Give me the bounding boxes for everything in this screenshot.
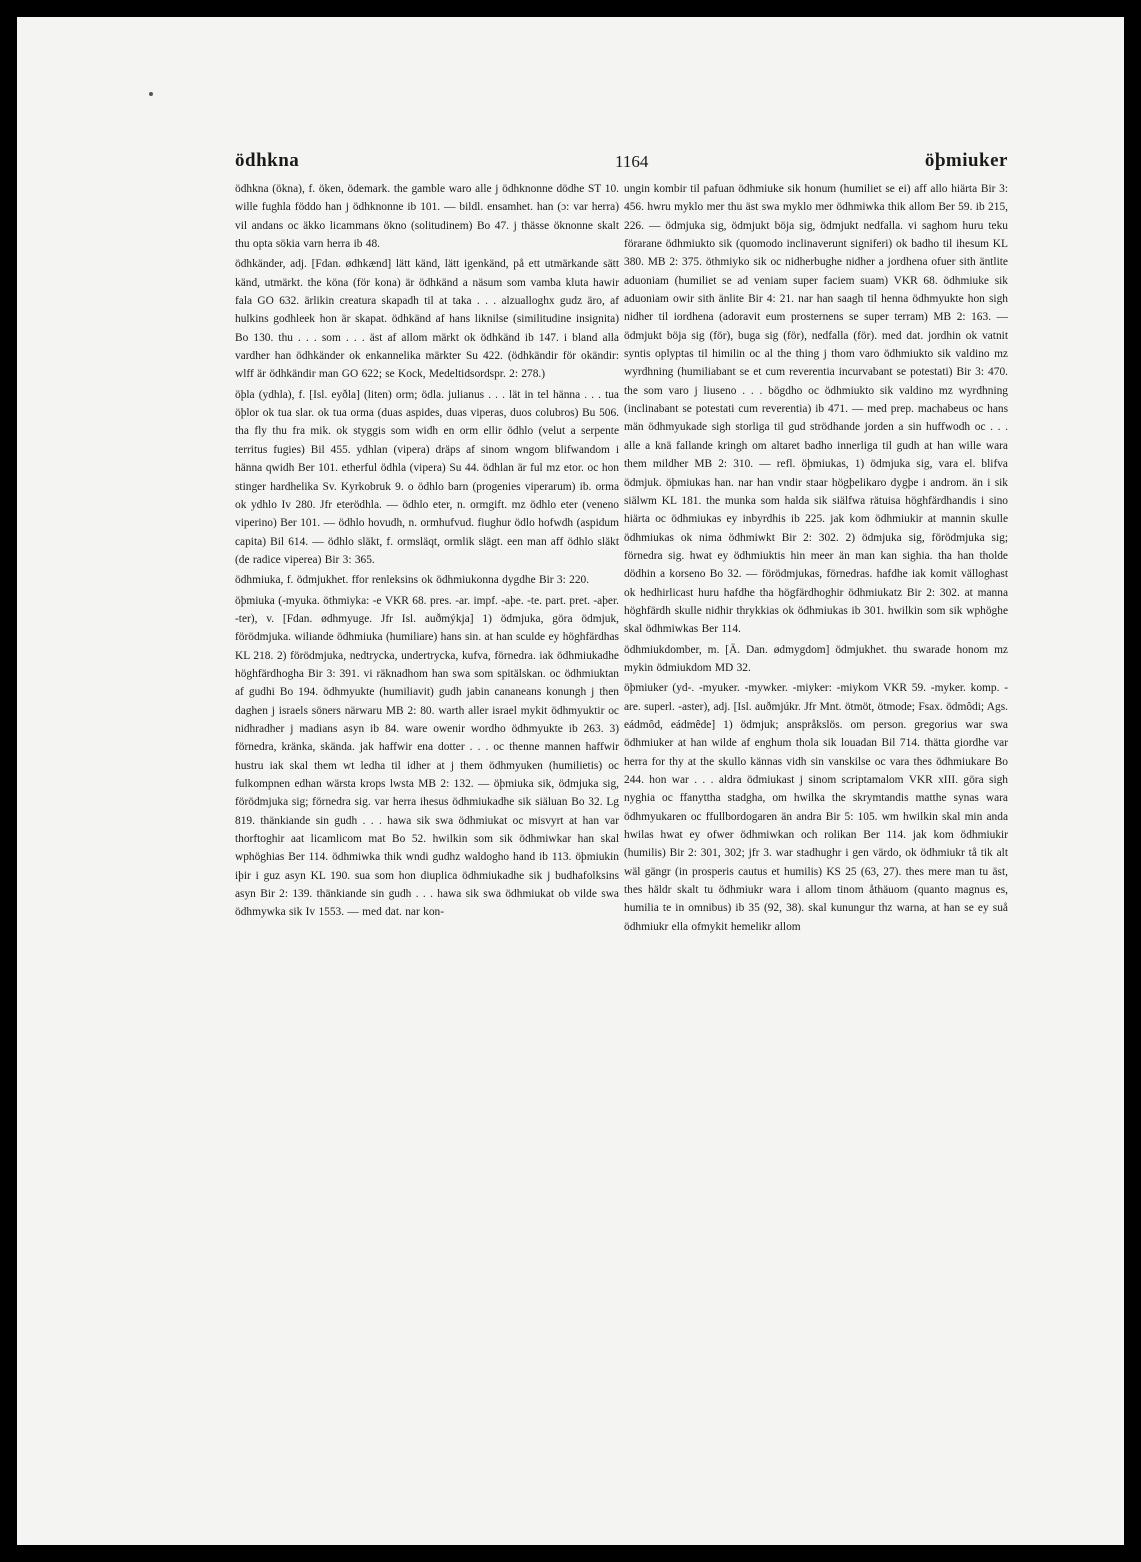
speck — [149, 92, 153, 96]
entry-odhkna: ödhkna (ökna), f. öken, ödemark. the gamble waro alle j ödhknonne dödhe ST 10. wille fughla föddo han j ödhknonne ib 101. — bildl. ensamhet. han (ɔ: var herra) vil andans oc äkko licammans ökno (solitudinem) Bo 47. j thässe öknonne skalt thu opta sökia varn herra ib 48. — [235, 183, 619, 251]
entry-othmiuka-continued: ungin kombir til pafuan ödhmiuke sik honum (humiliet se ei) aff allo hiärta Bir 3: 456. hwru myklo mer thu äst swa myklo mer ödhmiwka thik allom Ber 59. ib 215, 226. — ödmjuka sig, ödmjukt böja sig, ödmjukt nedfalla. vi saghom huru teku förarane ödhmiukto sik (quomodo inclinaverunt signiferi) ok badho til ihesum KL 380. MB 2: 375. öthmiyko sik oc nidherbughe nidher a jordhena ofuer sith äntlite aduoniam (humiliet se ad veniam super faciem suam) VKR 68. ödhmiuke sik aduoniam owir sith änlite Bir 4: 21. nar han saagh til henna ödhmyukte hon sigh nidher til iordhena (adoravit eum prosternens se super terram) MB 2: 163. — ödmjukt böja sig (för), buga sig (för), nedfalla (för). med dat. jordhin ok vatnit syntis oplyptas til himilin oc al the thing j thom varo ödhmiukto sik valdino mz wyrdhning (humiliabant se et cum reverentia incurvabant se potestati) Bir 3: 470. the som varo j liuseno . . . bögdho oc ödhmiukto sik valdino mz wyrdhning (inclinabant se potestati cum reverentia) ib 471. — med prep. machabeus oc hans män ödhmyukade sigh storliga til gud strödhande jorden a sin huffwodh oc . . . alle a knä fallande kringh om altaret badho innerliga til gudh at han wille wara them mildher MB 2: 310. — refl. öþmiukas, 1) ödmjuka sig, vara el. blifva ödmjuk. öþmiukas han. nar han vndir staar högþelikaro dygþe i androm. än i sik siälwm KL 181. the munka som halda sik siälfwa rätuisa höghfärdhandis i sino hiärta oc ödhmiukas ey inbyrdhis ib 225. jak kom ödhmiukir at mannin skulle ödhmiukas ok nima ödhmiwkt Bir 2: 302. 2) ödmjuka sig, förödmjuka sig; förnedra sig. hwat ey ödhmiuktis hin meer än man kan sighia. tha han tholde dödhin a korseno Bo 32. — förödmjukas, förnedras. hafdhe iak komit välloghast ok hedhirlicast huru hafdhe tha högfärdhoghir ödhmiukatz Bir 2: 302. at manna höghfärdh skulle nidhir thrykkias ok ödhmiukas ib 301. hwilkin som sik wphöghe skal ödhmiwkas Ber 114. — [624, 183, 1008, 636]
entry-othmiuker: öþmiuker (yd-. -myuker. -mywker. -miyker: -miykom VKR 59. -myker. komp. -are. superl. -aster), adj. [Isl. auðmjúkr. Jfr Mnt. ötmöt, ötmode; Fsax. ödmôdi; Ags. eádmôd, eádmêde] 1) ödmjuk; anspråkslös. om person. gregorius war swa ödhmiuker at han wilde af enghum thola sik louadan Bil 714. thätta giordhe var herra for thy at the skullo kännas vidh sin vanskilse oc vara thes ödhmiukare Bo 244. hon war . . . aldra ödmiukast j sinom scriptamalom VKR xIII. göra sigh nyghia oc ffanyttha stadgha, om hwilka the skrymtandis matthe synas wara ödhmyukaren oc ffullbordogaren än andra Bir 5: 105. wm hwilkin skal min anda hwilas hwat ey ofwer ödhmiwkan och rolikan Ber 114. jak kom ödhmiukir (humilis) Bir 2: 301, 302; jfr 3. war stadhughr i gen värdo, ok ödhmiukr tå tik alt wäl gängr (in prosperis cautus et humilis) KS 25 (63, 27). thes mere man tu äst, thes häldr skalt tu ödhmiukr wara i allom tinom åthäuom (quanto magnus es, humilia te in omnibus) ib 35 (92, 38). skal kunungur thz warna, at han se ey suå ödhmiukr ella ofmykit hemelikr allom — [624, 682, 1008, 933]
entry-othmiuka-verb: öþmiuka (-myuka. öthmiyka: -e VKR 68. pres. -ar. impf. -aþe. -te. part. pret. -aþer. -ter), v. [Fdan. ødhmyuge. Jfr Isl. auðmýkja] 1) ödmjuka, göra ödmjuk, förödmjuka. wiliande ödhmiuka (humiliare) hans sin. at han sculde ey höghfärdhas KL 218. 2) förödmjuka, nedtrycka, undertrycka, kufva, förnedra. iak ödhmiukadhe höghfärdhogha Bir 3: 391. vi räknadhom han swa som spitälskan. oc ödhmiuktan af gudhi Bo 194. ödhmyukte (humiliavit) gudh jabin cananeans konungh j then daghen j israels söners närwaru MB 2: 80. warth aller israel mykit ödhmyuktir oc nidhradher j madians asyn ib 84. ware owenir wordho ödhmyukte ib 263. 3) förnedra, kränka, skända. jak haffwir ena dotter . . . oc thenne mannen haffwir hustru iak skal them wt ledha til idher at j them ödhmyuken (humilietis) oc fulkompnen edhan wärsta krops lwsta MB 2: 132. — öþmiuka sik, ödmjuka sig, förödmjuka sig; förnedra sig. var herra ihesus ödhmiukadhe sik siäluan Bo 32. Lg 819. thänkiande sin gudh . . . hawa sik swa ödhmiukat oc misvyrt at han var thorftoghir aat licamlicom mat Bo 52. hwilkin som sik ödhmiwkar han skal wphöghias Ber 114. ödhmiwka thik wndi gudhz waldogho hand ib 113. öþmiukin iþir i guz asyn KL 190. sua som hon diuplica ödhmiukadhe sik j budhafolksins asyn Bir 2: 139. thänkiande sin gudh . . . hawa sik swa ödhmiukat ob vilde swa ödhmywka sik Iv 1553. — med dat. nar kon- — [235, 594, 619, 919]
page-number: 1164 — [615, 152, 649, 171]
page-header — [235, 150, 1008, 174]
entry-odhmiuka-noun: ödhmiuka, f. ödmjukhet. ffor renleksins ok ödhmiukonna dygdhe Bir 3: 220. — [235, 574, 590, 587]
entry-othla: öþla (ydhla), f. [Isl. eyðla] (liten) orm; ödla. julianus . . . lät in tel hänna . . . tua öþlor ok tua slar. ok tua orma (duas aspides, duas viperas, duos colubros) Bu 506. tha fly thu fra mik. ok styggis som widh en orm ellir ödhlo (velut a serpente territus fugies) Bil 455. ydhlan (vipera) dräps af sinom wngom blifwandom i hänna qwidh Ber 101. etherful ödhla (vipera) Su 44. ödhlan är ful mz etor. oc hon stinger hardhelika Sv. Kyrkobruk 9. o ödhlo barn (progenies viperarum) ib. orma ok ydhlo Iv 280. Jfr eterödhla. — ödhlo eter, n. ormgift. mz ödhlo eter (veneno viperino) Ber 101. — ödhlo hovudh, n. ormhufvud. fiughur ödlo hofwdh (aspidum capita) Bil 614. — ödhlo släkt, f. ormsläqt, ormlik slägt. een man aff ödhlo släkt (de radice viperea) Bir 3: 365. — [235, 388, 619, 566]
entry-odhkander: ödhkänder, adj. [Fdan. ødhkænd] lätt känd, lätt igenkänd, på ett utmärkande sätt känd, utmärkt. the köna (för kona) är ödhkänd a näsum som vamba kluta hawir fala GO 632. ärlikin creatura skapadh til at taka . . . alzualloghx gudz äro, af hulkins godhleek hon är skapat. ödhkänd af hans liknilse (similitudine insignita) Bo 130. thu . . . som . . . äst af allom märkt ok ödhkänd ib 147. i bland alla vardher han ödhkänder ok enkannelika märkter Su 422. (ödhkändir för okändir: wlff är ödhkändir man GO 622; se Kock, Medeltidsordspr. 2: 278.) — [235, 258, 619, 381]
dictionary-page — [17, 17, 1124, 1545]
left-column — [235, 180, 619, 1410]
entry-odhmiukdomber: ödhmiukdomber, m. [Ä. Dan. ødmygdom] ödmjukhet. thu swarade honom mz mykin ödmiukdom MD 32. — [624, 643, 1008, 674]
right-column — [624, 180, 1008, 1410]
header-right-guideword: öþmiuker — [924, 150, 1008, 171]
header-left-guideword: ödhkna — [235, 150, 300, 171]
